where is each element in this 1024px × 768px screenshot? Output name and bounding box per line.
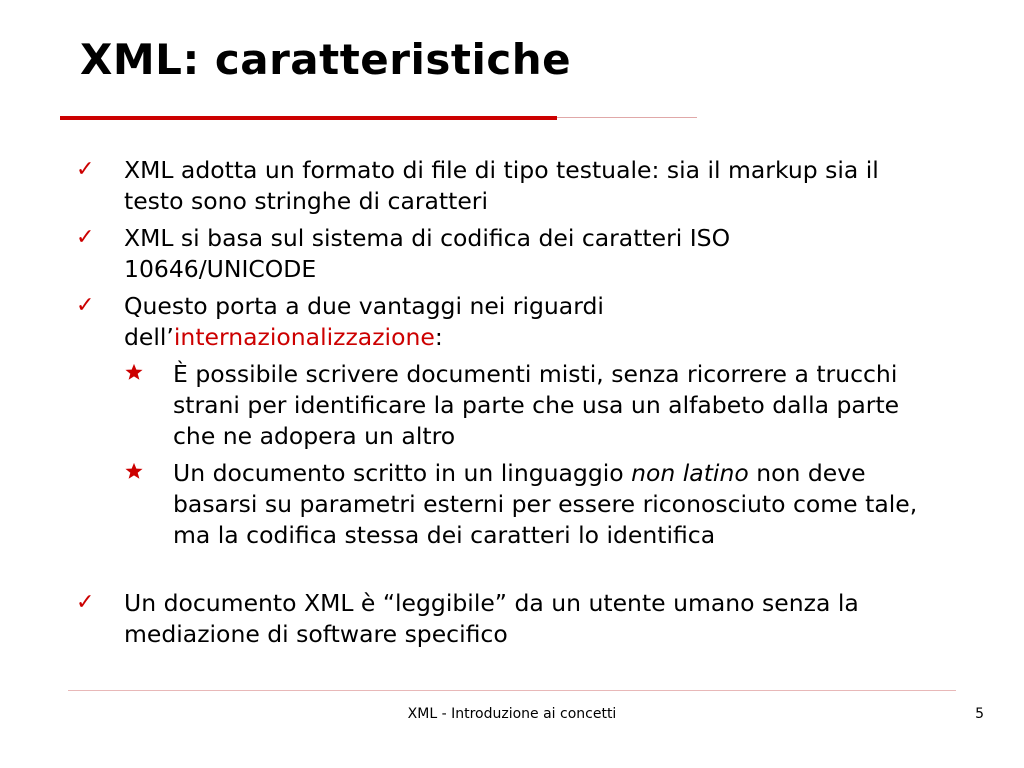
sub-bullet-text-1: È possibile scrivere documenti misti, senza ricorrere a trucchi strani per identificare la parte che usa un alfabeto dalla parte che ne adopera un altro <box>173 360 900 450</box>
title-underline-thin <box>557 117 697 118</box>
footer-divider <box>68 690 956 691</box>
sub-bullet-text-2-after: non deve basarsi su parametri esterni per essere riconosciuto come tale, ma la codifica stessa dei caratteri lo identifica <box>173 459 918 549</box>
title-underline <box>60 116 557 120</box>
bullet-text-3-before: Questo porta a due vantaggi nei riguardi dell’ <box>124 292 604 351</box>
sub-bullet-text-2 <box>173 458 948 551</box>
bullet-item-2 <box>0 223 1024 285</box>
footer-text: XML - Introduzione ai concetti <box>407 706 617 722</box>
checkmark-icon: ✓ <box>76 157 95 182</box>
non-latino-emphasis: non latino <box>631 459 749 487</box>
sub-bullet-item-1 <box>0 359 1024 452</box>
slide-title: XML: caratteristiche <box>80 35 572 84</box>
bullet-text-3 <box>124 291 724 353</box>
bullet-text-1: XML adotta un formato di file di tipo testuale: sia il markup sia il testo sono stringhe di caratteri <box>124 156 879 215</box>
star-icon <box>125 363 143 381</box>
bullet-text-4: Un documento XML è “leggibile” da un utente umano senza la mediazione di software specifico <box>124 589 859 648</box>
bullet-item-3 <box>0 291 1024 353</box>
bullet-text-2: XML si basa sul sistema di codifica dei caratteri ISO 10646/UNICODE <box>124 224 731 283</box>
checkmark-icon: ✓ <box>76 225 95 250</box>
sub-bullet-text-2-before: Un documento scritto in un linguaggio <box>173 459 632 487</box>
checkmark-icon: ✓ <box>76 590 95 615</box>
sub-bullet-item-2 <box>0 458 1024 582</box>
bullet-text-3-after: : <box>434 323 443 351</box>
star-icon <box>125 462 143 480</box>
bullet-item-1 <box>0 155 1024 217</box>
checkmark-icon: ✓ <box>76 293 95 318</box>
internazionalizzazione-highlight: internazionalizzazione <box>173 323 435 351</box>
page-number: 5 <box>975 706 984 722</box>
bullet-item-4 <box>0 588 1024 650</box>
